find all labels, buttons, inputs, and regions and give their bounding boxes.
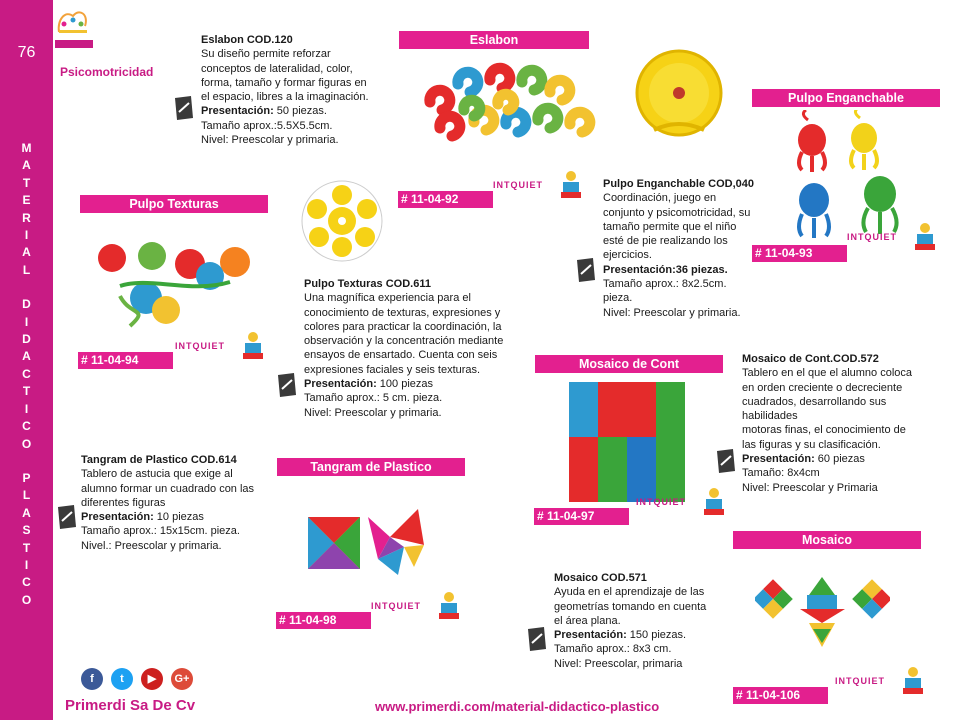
sidebar-title-letter: D xyxy=(22,297,31,312)
sidebar-title-letter: A xyxy=(22,158,31,173)
brand-badge: INTQUIET xyxy=(847,222,937,258)
tangram-title: Tangram de Plastico COD.614 xyxy=(81,454,237,466)
tangram-image xyxy=(308,497,438,577)
company-logo xyxy=(55,6,91,36)
sidebar-title-letter: I xyxy=(24,401,29,416)
website-link[interactable]: www.primerdi.com/material-didactico-plastico xyxy=(375,699,660,714)
eslabon-description: Eslabon COD.120 Su diseño permite reforzar conceptos de lateralidad, color, forma, tamaño y formar figuras en el espacio, libres a la imaginación. Presentación: 50 piezas. Tamaño aprox.:5.5X5.5cm. Nivel: Preescolar y primaria. xyxy=(201,33,391,147)
eslabon-code: # 11-04-92 xyxy=(398,191,493,208)
price-tag-icon xyxy=(174,96,194,122)
pulpo-enganchable-title: Pulpo Enganchable COD,040 xyxy=(603,178,754,190)
kids-toy-icon xyxy=(702,487,726,517)
eslabon-header-bar: Eslabon xyxy=(399,31,589,49)
kids-toy-icon xyxy=(241,331,265,361)
mosaico-cont-description: Mosaico de Cont.COD.572 Tablero en el que el alumno coloca en orden creciente o decreciente cuadrados, desarrollando sus habilidades motoras finas, el conocimiento de las figuras y su clasificación. Presentación: 60 piezas Tamaño: 8x4cm Nivel: Preescolar y Primaria xyxy=(742,353,913,494)
mosaico-cont-header-bar: Mosaico de Cont xyxy=(535,355,723,373)
mosaico-cont-code: # 11-04-97 xyxy=(534,508,629,525)
brand-badge: INTQUIET xyxy=(636,487,726,523)
sidebar-title-letter: A xyxy=(22,245,31,260)
pulpo-texturas-header-bar: Pulpo Texturas xyxy=(80,195,268,213)
pulpo-texturas-title: Pulpo Texturas COD.611 xyxy=(304,278,431,290)
twitter-icon[interactable]: t xyxy=(111,668,133,690)
sidebar-title-letter: O xyxy=(21,436,32,451)
sidebar-title-letter: C xyxy=(22,575,31,590)
tangram-header-bar: Tangram de Plastico xyxy=(277,458,465,476)
kids-toy-icon xyxy=(901,666,925,696)
mosaico-header-bar: Mosaico xyxy=(733,531,921,549)
brand-badge: INTQUIET xyxy=(835,666,925,702)
pulpo-texturas-description: Pulpo Texturas COD.611 Una magnífica experiencia para el conocimiento de texturas, expresiones y colores para practicar la coordinación, la observación y la concentración mediante ensayos de ensartado. Cuenta con seis expresiones faciales y seis texturas. Presentación: 100 piezas Tamaño aprox.: 5 cm. pieza. Nivel: Preescolar y primaria. xyxy=(304,278,504,419)
sidebar-title-letter: I xyxy=(24,228,29,243)
eslabon-image xyxy=(410,62,600,157)
mosaico-image xyxy=(755,577,890,649)
section-label: Psicomotricidad xyxy=(60,65,154,79)
pulpo-enganchable-description: Pulpo Enganchable COD,040 Coordinación, juego en conjunto y psicomotricidad, su tamaño permite que el niño esté de pie realizando los ejercicios. Presentación:36 piezas. Tamaño aprox.: 8x2.5cm. pieza. Nivel: Preescolar y primaria. xyxy=(603,178,754,319)
sidebar-title-letter: T xyxy=(22,175,31,190)
sidebar-title-letter: C xyxy=(22,366,31,381)
brand-badge: INTQUIET xyxy=(371,591,461,627)
price-tag-icon xyxy=(576,258,596,284)
pulpo-enganchable-header-bar: Pulpo Enganchable xyxy=(752,89,940,107)
sidebar-title-letter: I xyxy=(24,557,29,572)
sidebar-title-letter: A xyxy=(22,505,31,520)
pulpo-texturas-code: # 11-04-94 xyxy=(78,352,173,369)
mosaico-description: Mosaico COD.571 Ayuda en el aprendizaje de las geometrías tomando en cuenta el área plana. Presentación: 150 piezas. Tamaño aprox.: 8x3 cm. Nivel: Preescolar, primaria xyxy=(554,572,707,670)
sidebar-title-letter xyxy=(0,279,53,296)
sidebar-title-letter: M xyxy=(21,141,32,155)
price-tag-icon xyxy=(527,627,547,653)
kids-toy-icon xyxy=(913,222,937,252)
sidebar-vertical-title xyxy=(0,140,53,609)
logo-underline xyxy=(55,40,93,48)
mosaico-title: Mosaico COD.571 xyxy=(554,572,647,584)
sidebar-title-letter: T xyxy=(22,540,31,555)
google-plus-icon[interactable]: G+ xyxy=(171,668,193,690)
brand-badge: INTQUIET xyxy=(493,170,583,206)
tangram-description: Tangram de Plastico COD.614 Tablero de astucia que exige al alumno formar un cuadrado con las diferentes figuras Presentación: 10 piezas Tamaño aprox.: 15x15cm. pieza. Nivel.: Preescolar y primaria. xyxy=(81,454,255,552)
eslabon-body: Su diseño permite reforzar conceptos de lateralidad, color, forma, tamaño y formar figuras en el espacio, libres a la imaginación. xyxy=(201,48,369,104)
sidebar-title-letter: A xyxy=(22,349,31,364)
sidebar-title-letter: I xyxy=(24,314,29,329)
sidebar-title-letter: T xyxy=(22,384,31,399)
sidebar-title-letter: R xyxy=(22,210,31,225)
sidebar-title-letter: L xyxy=(22,262,31,277)
pulpo-texturas-image xyxy=(90,236,260,336)
pulpo-piece-closeup-image xyxy=(634,48,724,138)
price-tag-icon xyxy=(57,505,77,531)
pulpo-enganchable-code: # 11-04-93 xyxy=(752,245,847,262)
eslabon-title: Eslabon COD.120 xyxy=(201,34,293,46)
youtube-icon[interactable]: ▶ xyxy=(141,668,163,690)
sidebar-title-letter: S xyxy=(22,523,31,538)
page-number: 76 xyxy=(17,44,36,61)
kids-toy-icon xyxy=(437,591,461,621)
kids-toy-icon xyxy=(559,170,583,200)
sidebar-title-letter: C xyxy=(22,419,31,434)
sidebar-title-letter: O xyxy=(21,592,32,607)
sidebar-title-letter xyxy=(0,453,53,470)
brand-badge: INTQUIET xyxy=(175,331,265,367)
sidebar-title-letter: L xyxy=(22,488,31,503)
price-tag-icon xyxy=(277,373,297,399)
price-tag-icon xyxy=(716,449,736,475)
mosaico-code: # 11-04-106 xyxy=(733,687,828,704)
mosaico-cont-title: Mosaico de Cont.COD.572 xyxy=(742,353,879,365)
pulpo-texturas-closeup-image xyxy=(297,177,387,265)
sidebar-title-letter: P xyxy=(22,470,31,485)
sidebar-title-letter: E xyxy=(22,193,31,208)
company-name: Primerdi Sa De Cv xyxy=(65,697,196,714)
facebook-icon[interactable]: f xyxy=(81,668,103,690)
sidebar-title-letter: D xyxy=(22,332,31,347)
tangram-code: # 11-04-98 xyxy=(276,612,371,629)
mosaico-cont-image xyxy=(569,382,685,502)
